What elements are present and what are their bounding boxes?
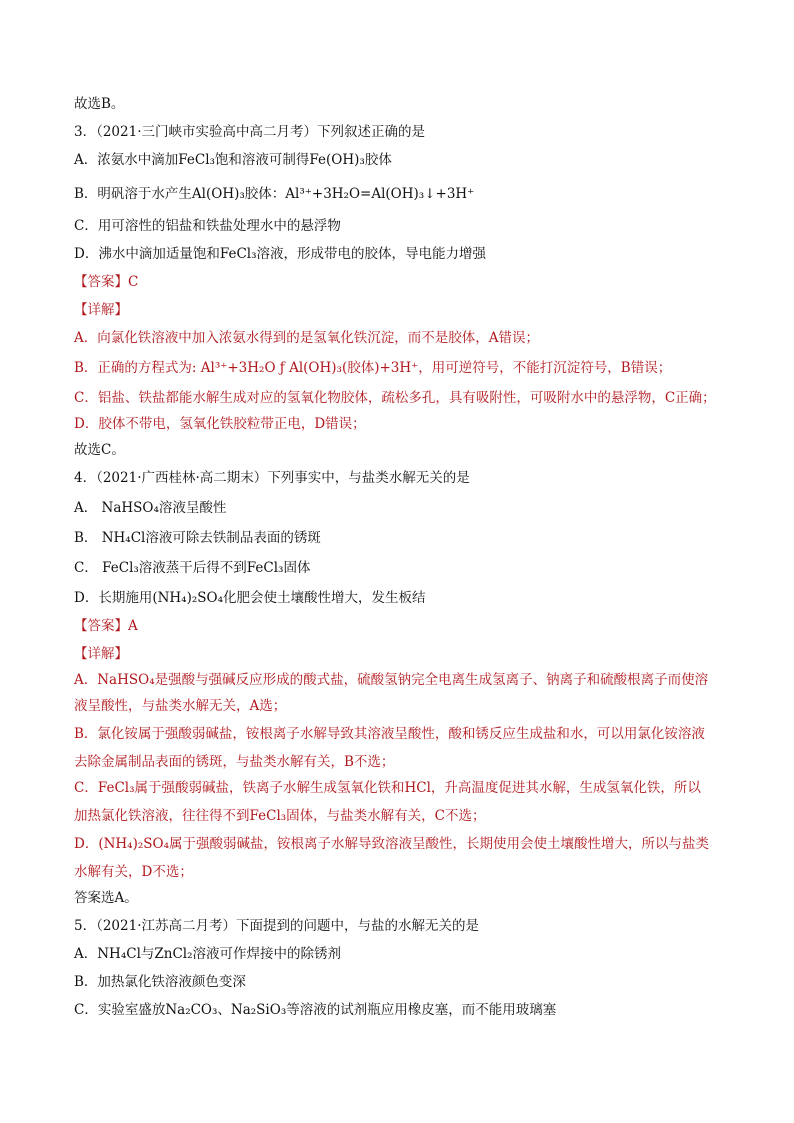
question-3-option-c: C．用可溶性的铝盐和铁盐处理水中的悬浮物 <box>74 218 341 234</box>
question-4-option-a: A． NaHSO₄溶液呈酸性 <box>74 500 227 516</box>
question-3-explanation-a: A．向氯化铁溶液中加入浓氨水得到的是氢氧化铁沉淀，而不是胶体，A错误； <box>74 330 539 346</box>
question-5-stem: 5．（2021·江苏高二月考）下面提到的问题中，与盐的水解无关的是 <box>74 918 479 934</box>
question-4-option-b: B． NH₄Cl溶液可除去铁制品表面的锈斑 <box>74 530 321 546</box>
question-5-option-c: C．实验室盛放Na₂CO₃、Na₂SiO₃等溶液的试剂瓶应用橡皮塞，而不能用玻璃塞 <box>74 1002 557 1018</box>
question-4-explanation-c-1: C．FeCl₃属于强酸弱碱盐，铁离子水解生成氢氧化铁和HCl，升高温度促进其水解，生成氢氧化铁，所以 <box>74 780 701 796</box>
question-4-stem: 4．（2021·广西桂林·高二期末）下列事实中，与盐类水解无关的是 <box>74 470 470 486</box>
question-4-explanation-heading: 【详解】 <box>74 646 128 662</box>
question-3-option-a: A．浓氨水中滴加FeCl₃饱和溶液可制得Fe(OH)₃胶体 <box>74 152 392 168</box>
question-3-explanation-c: C．铝盐、铁盐都能水解生成对应的氢氧化物胶体，疏松多孔，具有吸附性，可吸附水中的悬浮物，C正确； <box>74 390 716 406</box>
question-4-explanation-d-2: 水解有关，D不选； <box>74 864 193 880</box>
question-3-option-b: B．明矾溶于水产生Al(OH)₃胶体：Al³⁺+3H₂O=Al(OH)₃↓+3H⁺ <box>74 186 475 202</box>
question-3-stem: 3．（2021·三门峡市实验高中高二月考）下列叙述正确的是 <box>74 124 425 140</box>
question-4-option-d: D．长期施用(NH₄)₂SO₄化肥会使土壤酸性增大，发生板结 <box>74 590 426 606</box>
question-4-explanation-d-1: D．(NH₄)₂SO₄属于强酸弱碱盐，铵根离子水解导致溶液呈酸性，长期使用会使土壤酸性增大，所以与盐类 <box>74 836 709 852</box>
question-3-option-d: D．沸水中滴加适量饱和FeCl₃溶液，形成带电的胶体，导电能力增强 <box>74 246 486 262</box>
question-3-conclusion: 故选C。 <box>74 442 125 458</box>
question-4-answer: 【答案】A <box>74 618 138 634</box>
conclusion-line: 故选B。 <box>74 96 125 112</box>
question-5-option-b: B．加热氯化铁溶液颜色变深 <box>74 974 246 990</box>
question-4-explanation-b-1: B．氯化铵属于强酸弱碱盐，铵根离子水解导致其溶液呈酸性，酸和锈反应生成盐和水，可以用氯化铵溶液 <box>74 726 705 742</box>
question-5-option-a: A．NH₄Cl与ZnCl₂溶液可作焊接中的除锈剂 <box>74 946 342 962</box>
question-4-explanation-a-2: 液呈酸性，与盐类水解无关，A选； <box>74 698 287 714</box>
question-3-answer: 【答案】C <box>74 274 139 290</box>
question-4-option-c: C． FeCl₃溶液蒸干后得不到FeCl₃固体 <box>74 560 311 576</box>
question-4-explanation-b-2: 去除金属制品表面的锈斑，与盐类水解有关，B不选； <box>74 754 395 770</box>
question-4-explanation-c-2: 加热氯化铁溶液，往往得不到FeCl₃固体，与盐类水解有关，C不选； <box>74 808 486 824</box>
question-3-explanation-heading: 【详解】 <box>74 302 128 318</box>
question-3-explanation-b: B．正确的方程式为: Al³⁺+3H₂O ƒ Al(OH)₃(胶体)+3H⁺，用可逆符号，不能打沉淀符号，B错误； <box>74 360 672 376</box>
question-3-explanation-d: D．胶体不带电，氢氧化铁胶粒带正电，D错误； <box>74 416 366 432</box>
question-4-explanation-a-1: A．NaHSO₄是强酸与强碱反应形成的酸式盐，硫酸氢钠完全电离生成氢离子、钠离子和硫酸根离子而使溶 <box>74 672 709 688</box>
question-4-conclusion: 答案选A。 <box>74 890 138 906</box>
